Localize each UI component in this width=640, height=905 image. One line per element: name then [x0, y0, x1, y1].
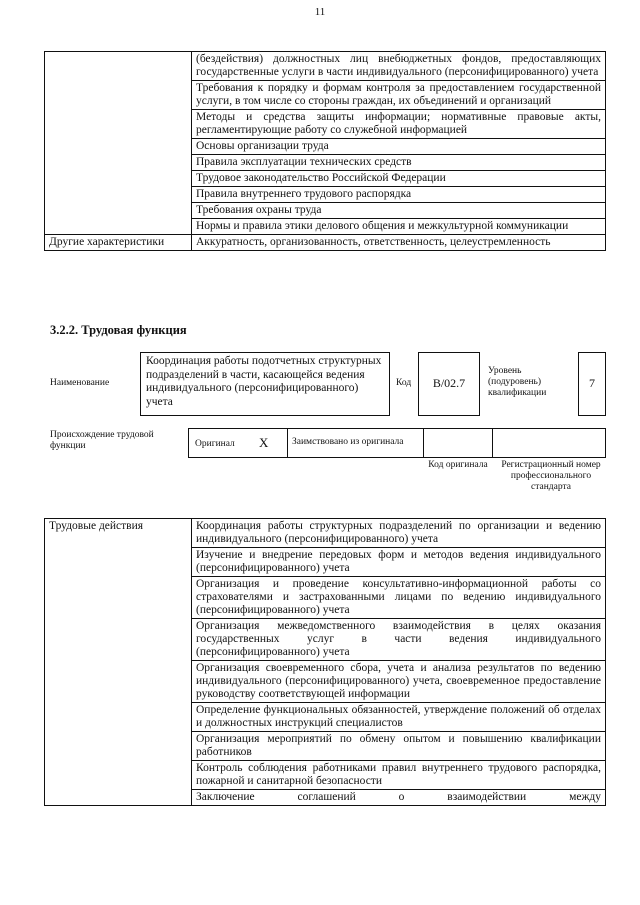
origin-label: Происхождение трудовой функции [50, 430, 154, 451]
knowledge-item: Трудовое законодательство Российской Федерации [192, 171, 606, 187]
code-caption: Код оригинала [428, 460, 488, 470]
knowledge-item: Основы организации труда [192, 139, 606, 155]
section-heading: 3.2.2. Трудовая функция [50, 323, 187, 337]
labor-actions-table [44, 518, 606, 806]
labor-action-item: Организация и проведение консультативно-информационной работы со страхователями и застрахованными лицами по ведению индивидуального (персонифицированного) учета [192, 577, 606, 619]
knowledge-table [44, 51, 606, 251]
original-mark: X [259, 435, 269, 450]
knowledge-item: Правила внутреннего трудового распорядка [192, 187, 606, 203]
original-cell [188, 428, 288, 458]
registration-number-cell [492, 428, 606, 458]
original-code-cell [423, 428, 493, 458]
level-value-box: 7 [578, 352, 606, 416]
name-label: Наименование [50, 378, 110, 388]
labor-action-item: Заключение соглашений о взаимодействии между [192, 790, 606, 806]
original-label: Оригинал [195, 439, 235, 449]
level-label: Уровень (подуровень) квалификации [488, 366, 547, 398]
labor-action-item: Контроль соблюдения работниками правил внутреннего трудового распорядка, пожарной и санитарной безопасности [192, 761, 606, 790]
labor-action-item: Координация работы структурных подразделений по организации и ведению индивидуального (персонифицированного) учета [192, 519, 606, 548]
other-characteristics-value: Аккуратность, организованность, ответственность, целеустремленность [192, 235, 606, 251]
labor-action-item: Организация мероприятий по обмену опытом и повышению квалификации работников [192, 732, 606, 761]
labor-action-item: Организация межведомственного взаимодействия в целях оказания государственных услуг в части ведения индивидуального (персонифицированного) учета [192, 619, 606, 661]
code-value-box: B/02.7 [418, 352, 480, 416]
code-label: Код [396, 378, 412, 388]
labor-action-item: Изучение и внедрение передовых форм и методов ведения индивидуального (персонифицированного) учета [192, 548, 606, 577]
other-characteristics-label: Другие характеристики [45, 235, 192, 251]
borrowed-label: Заимствовано из оригинала [292, 437, 404, 447]
function-name-box: Координация работы подотчетных структурных подразделений в части, касающейся ведения индивидуального (персонифицированного) учета [140, 352, 390, 416]
knowledge-item: Правила эксплуатации технических средств [192, 155, 606, 171]
page-number: 11 [314, 6, 326, 18]
knowledge-item: Требования охраны труда [192, 203, 606, 219]
knowledge-item: Методы и средства защиты информации; нормативные правовые акты, регламентирующие работу со служебной информацией [192, 110, 606, 139]
knowledge-item: Нормы и правила этики делового общения и межкультурной коммуникации [192, 219, 606, 235]
labor-actions-label: Трудовые действия [45, 519, 192, 806]
registration-caption: Регистрационный номер профессионального стандарта [501, 460, 601, 492]
knowledge-item: (бездействия) должностных лиц внебюджетных фондов, предоставляющих государственные услуги в части индивидуального (персонифицированного) учета [192, 52, 606, 81]
knowledge-label-cell [45, 52, 192, 235]
labor-action-item: Организация своевременного сбора, учета и анализа результатов по ведению индивидуального (персонифицированного) учета, своевременное предоставление руководству соответствующей информации [192, 661, 606, 703]
labor-action-item: Определение функциональных обязанностей, утверждение положений об отделах и должностных инструкций специалистов [192, 703, 606, 732]
borrowed-cell [287, 428, 424, 458]
knowledge-item: Требования к порядку и формам контроля за предоставлением государственной услуги, в том числе со стороны граждан, их объединений и организаций [192, 81, 606, 110]
